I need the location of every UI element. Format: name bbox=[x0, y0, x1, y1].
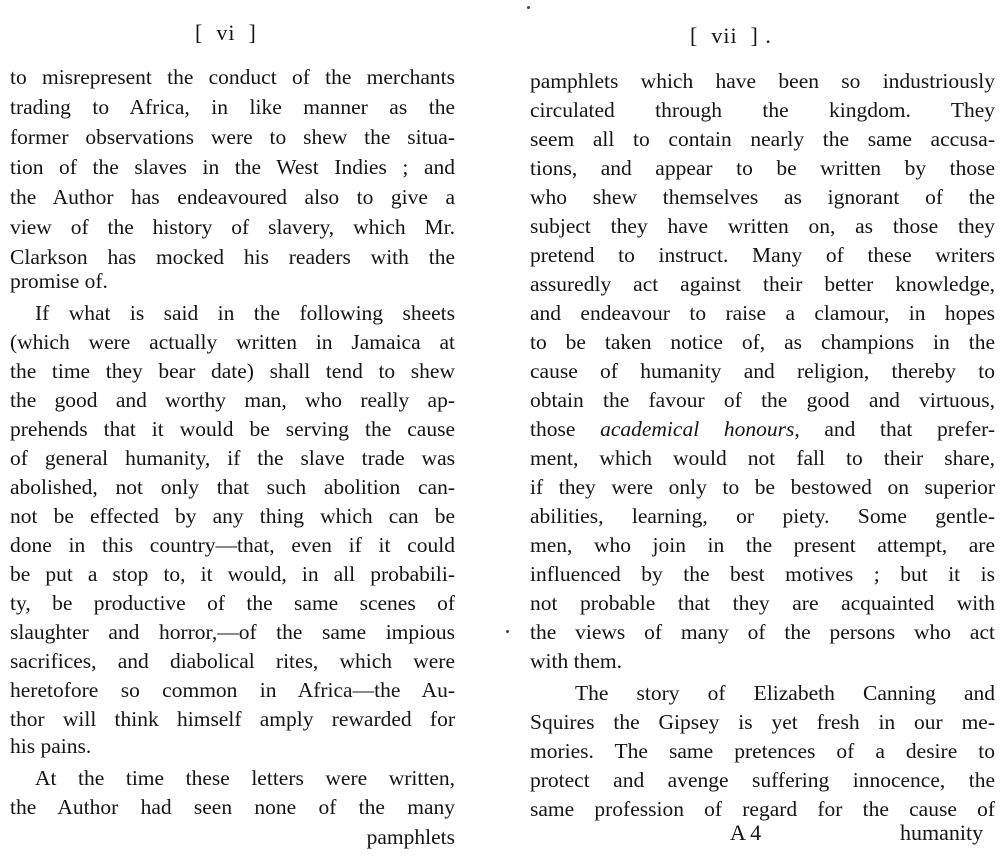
text-line: the views of many of the persons who act bbox=[530, 620, 995, 644]
text-line: mories. The same pretences of a desire to bbox=[530, 739, 995, 763]
text-line: abolished, not only that such abolition can- bbox=[10, 475, 455, 499]
text-line: be put a stop to, it would, in all probabili- bbox=[10, 562, 455, 586]
text-line: same profession of regard for the cause of bbox=[530, 797, 995, 821]
signature-mark: A 4 bbox=[730, 820, 762, 845]
text-line: and endeavour to raise a clamour, in hopes bbox=[530, 301, 995, 325]
text-line: slaughter and horror,—of the same impious bbox=[10, 620, 455, 644]
text-line-with-italic bbox=[530, 416, 995, 442]
text-line: prehends that it would be serving the cause bbox=[10, 417, 455, 441]
italic-phrase: academical honours bbox=[600, 417, 795, 441]
text-line: subject they have written on, as those they bbox=[530, 214, 995, 238]
text-line: (which were actually written in Jamaica at bbox=[10, 330, 455, 354]
ink-speck bbox=[527, 6, 530, 9]
text-line: not be effected by any thing which can be bbox=[10, 504, 455, 528]
text-fragment: , and that prefer- bbox=[794, 417, 996, 441]
text-line: assuredly act against their better knowledge, bbox=[530, 272, 995, 296]
text-line: former observations were to shew the situa- bbox=[10, 125, 455, 149]
text-line: Clarkson has mocked his readers with the bbox=[10, 245, 455, 269]
text-line: pamphlets which have been so industriously bbox=[530, 69, 995, 93]
text-line: of general humanity, if the slave trade was bbox=[10, 446, 455, 470]
text-line: obtain the favour of the good and virtuous, bbox=[530, 388, 995, 412]
text-line: if they were only to be bestowed on superior bbox=[530, 475, 995, 499]
text-line: pretend to instruct. Many of these writers bbox=[530, 243, 995, 267]
catchword-humanity: humanity bbox=[900, 820, 984, 845]
ink-speck bbox=[506, 630, 509, 633]
text-line: ty, be productive of the same scenes of bbox=[10, 591, 455, 615]
text-line: promise of. bbox=[10, 269, 108, 293]
text-line: seem all to contain nearly the same accusa- bbox=[530, 127, 995, 151]
text-line: At the time these letters were written, bbox=[35, 766, 455, 790]
text-line: trading to Africa, in like manner as the bbox=[10, 95, 455, 119]
text-line: influenced by the best motives ; but it is bbox=[530, 562, 995, 586]
text-line: thor will think himself amply rewarded for bbox=[10, 707, 455, 731]
text-line: the good and worthy man, who really ap- bbox=[10, 388, 455, 412]
text-line: ment, which would not fall to their share, bbox=[530, 446, 995, 470]
text-fragment: those bbox=[530, 417, 576, 441]
text-line: heretofore so common in Africa—the Au- bbox=[10, 678, 455, 702]
text-line: view of the history of slavery, which Mr. bbox=[10, 215, 455, 239]
text-line: sacrifices, and diabolical rites, which were bbox=[10, 649, 455, 673]
text-line: who shew themselves as ignorant of the bbox=[530, 185, 995, 209]
text-line: If what is said in the following sheets bbox=[35, 301, 455, 325]
text-line: tion of the slaves in the West Indies ; and bbox=[10, 155, 455, 179]
text-line: circulated through the kingdom. They bbox=[530, 98, 995, 122]
text-line: abilities, learning, or piety. Some gentle- bbox=[530, 504, 995, 528]
text-line: his pains. bbox=[10, 734, 92, 758]
text-line: with them. bbox=[530, 649, 622, 673]
text-line: Squires the Gipsey is yet fresh in our me- bbox=[530, 710, 995, 734]
text-line: not probable that they are acquainted with bbox=[530, 591, 995, 615]
catchword-pamphlets: pamphlets bbox=[366, 825, 455, 849]
text-line: to be taken notice of, as champions in the bbox=[530, 330, 995, 354]
text-line: the Author has endeavoured also to give a bbox=[10, 185, 455, 209]
text-line: protect and avenge suffering innocence, the bbox=[530, 768, 995, 792]
text-line: men, who join in the present attempt, are bbox=[530, 533, 995, 557]
text-line: to misrepresent the conduct of the merchants bbox=[10, 65, 455, 89]
page-number-vi: [ vi ] bbox=[195, 20, 257, 45]
text-line: the time they bear date) shall tend to shew bbox=[10, 359, 455, 383]
text-line: cause of humanity and religion, thereby to bbox=[530, 359, 995, 383]
text-line: done in this country—that, even if it could bbox=[10, 533, 455, 557]
text-line: the Author had seen none of the many bbox=[10, 795, 455, 819]
text-line: tions, and appear to be written by those bbox=[530, 156, 995, 180]
page-number-vii: [ vii ] . bbox=[690, 23, 772, 48]
text-line: The story of Elizabeth Canning and bbox=[575, 681, 995, 705]
